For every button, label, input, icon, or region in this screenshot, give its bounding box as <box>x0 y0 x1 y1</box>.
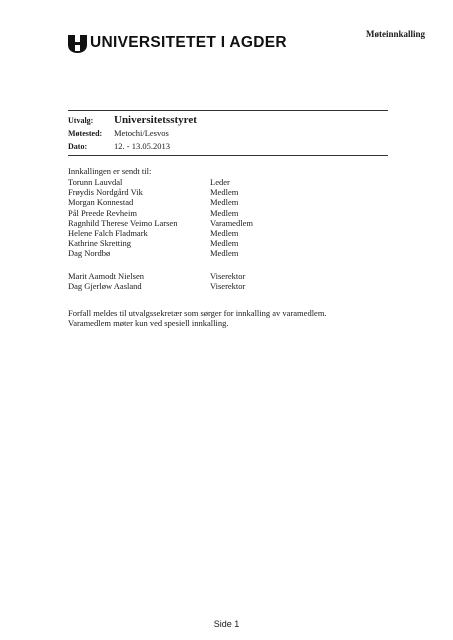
member-name: Frøydis Nordgård Vik <box>68 187 143 198</box>
member-name: Ragnhild Therese Veimo Larsen <box>68 217 178 228</box>
member-role: Varamedlem <box>210 217 253 228</box>
member-name: Torunn Lauvdal <box>68 177 123 187</box>
document-type-label: Møteinnkalling <box>365 29 425 39</box>
meeting-meta <box>68 110 388 156</box>
meta-rule-bottom <box>68 155 388 156</box>
meeting-date: 12. - 13.05.2013 <box>114 141 170 151</box>
committee-name: Universitetsstyret <box>114 114 197 126</box>
logo-text: UNIVERSITETET I AGDER <box>90 34 287 51</box>
member-role: Medlem <box>210 248 239 259</box>
member-role: Viserektor <box>210 281 246 292</box>
absence-notice <box>68 308 388 329</box>
meta-label: Møtested: <box>68 129 103 138</box>
member-name: Dag Nordbø <box>68 248 111 259</box>
member-name: Morgan Konnestad <box>68 197 134 208</box>
page-number: Side 1 <box>213 619 240 629</box>
member-name: Dag Gjerløw Aasland <box>68 281 142 292</box>
notice-line: Varamedlem møter kun ved spesiell innkalling. <box>68 318 229 329</box>
member-role: Medlem <box>210 207 239 218</box>
member-name: Helene Falch Fladmark <box>68 227 148 238</box>
meta-row-committee <box>68 114 388 127</box>
meta-label: Utvalg: <box>68 116 94 125</box>
meeting-location: Metochi/Lesvos <box>114 128 169 138</box>
member-role: Medlem <box>210 238 239 249</box>
recipients-intro: Innkallingen er sendt til: <box>68 166 152 176</box>
meta-rule-top <box>68 110 388 111</box>
meta-row-location <box>68 127 388 140</box>
notice-line: Forfall meldes til utvalgssekretær som sørger for innkalling av varamedlem. <box>68 308 327 318</box>
member-role: Medlem <box>210 187 239 198</box>
meta-row-date <box>68 140 388 153</box>
uia-emblem-icon <box>68 33 87 53</box>
meta-label: Dato: <box>68 142 88 151</box>
member-role: Viserektor <box>210 271 246 281</box>
member-role: Medlem <box>210 197 239 208</box>
member-name: Marit Aamodt Nielsen <box>68 271 145 281</box>
member-role: Medlem <box>210 227 239 238</box>
member-role: Leder <box>210 177 230 187</box>
member-name: Pål Preede Revheim <box>68 207 137 218</box>
member-name: Kathrine Skretting <box>68 238 132 249</box>
